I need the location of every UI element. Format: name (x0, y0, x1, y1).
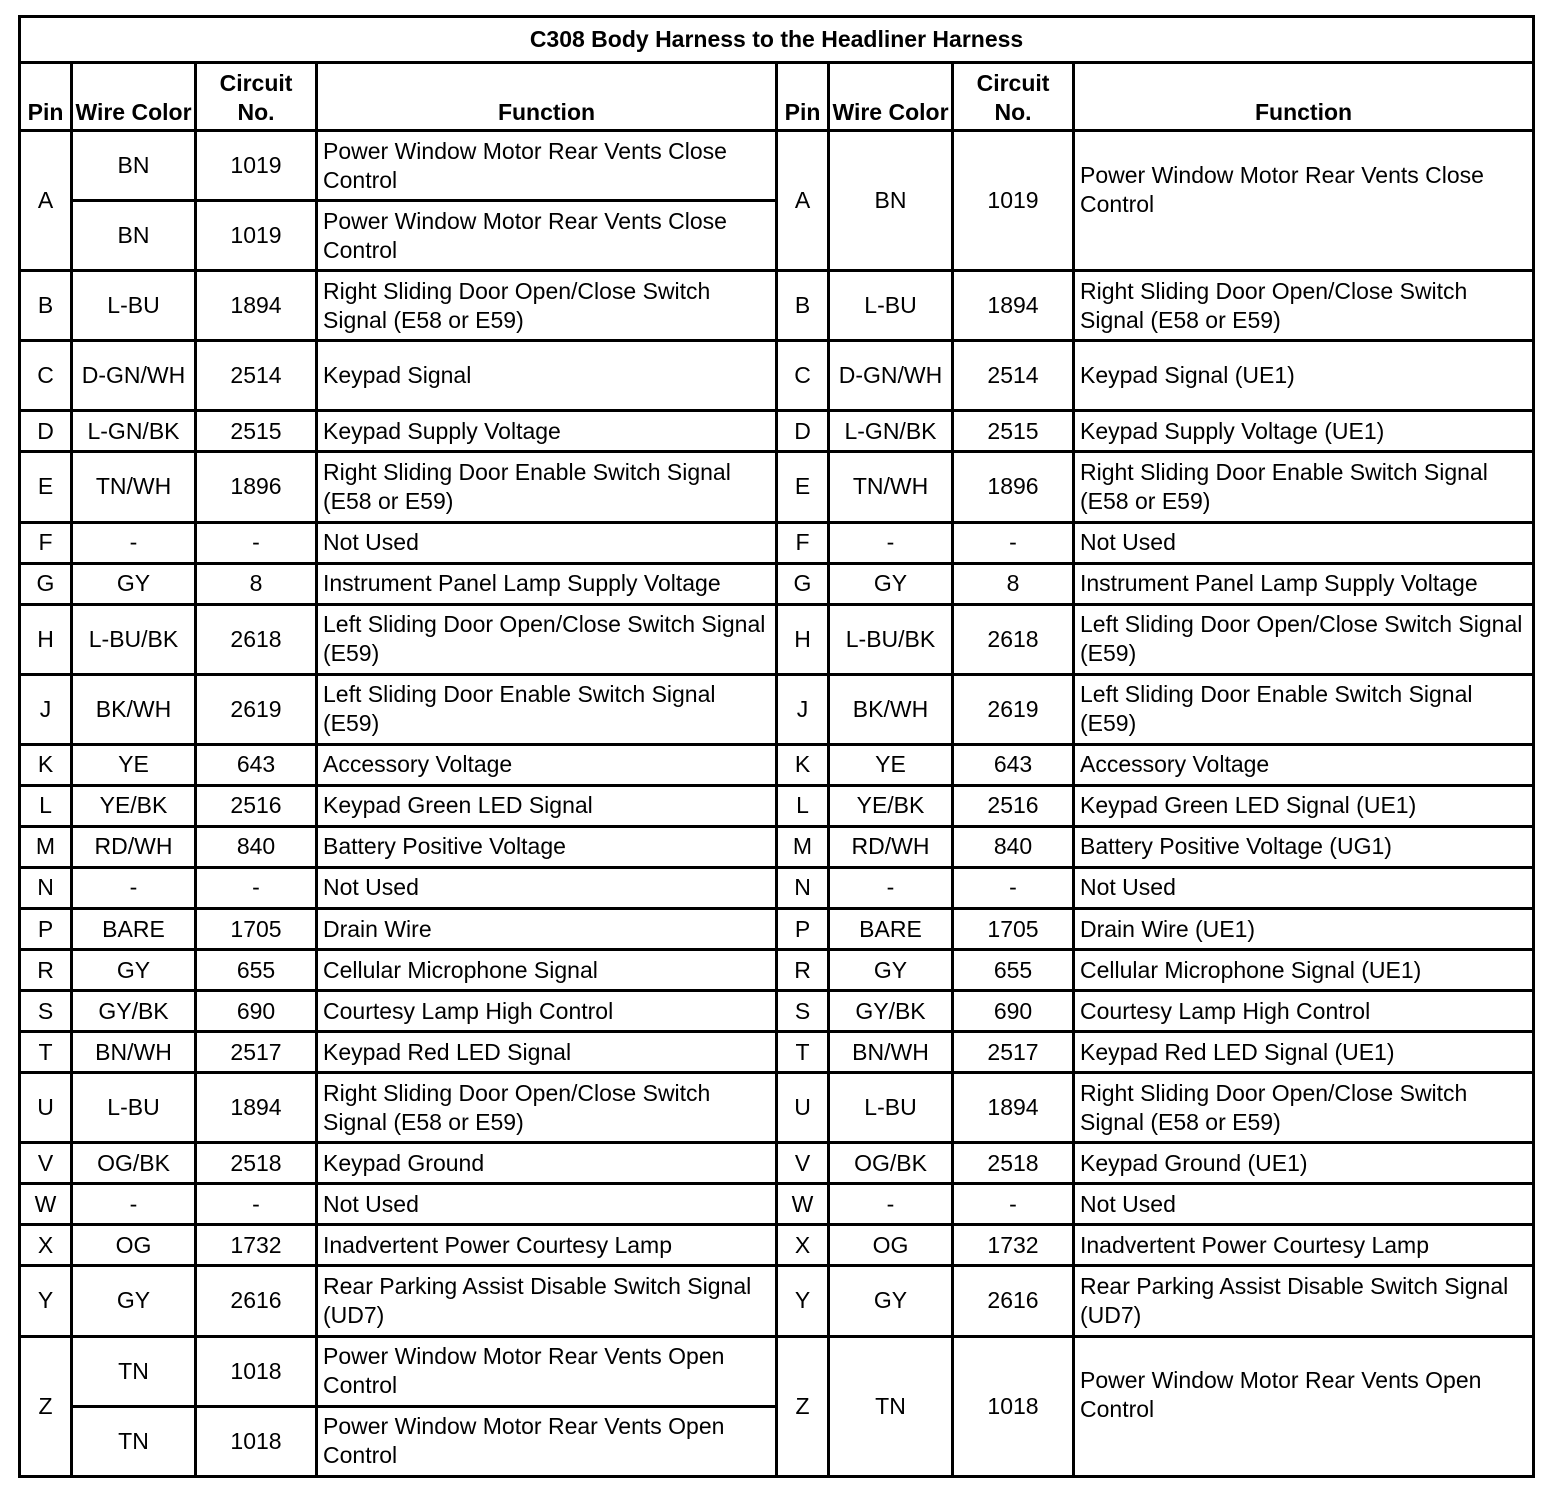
table-row (20, 867, 1534, 908)
pin-cell: C (777, 341, 829, 411)
table-row (20, 1225, 1534, 1266)
pin-cell: Z (20, 1336, 72, 1477)
function-cell: Not Used (317, 867, 777, 908)
function-cell: Drain Wire (317, 908, 777, 949)
pin-cell: L (777, 785, 829, 826)
function-cell: Keypad Red LED Signal (UE1) (1074, 1032, 1534, 1073)
wire-color-cell: GY (72, 1266, 196, 1336)
function-cell: Right Sliding Door Open/Close Switch Signal (E58 or E59) (317, 271, 777, 341)
table-row (20, 563, 1534, 604)
function-cell: Cellular Microphone Signal (UE1) (1074, 950, 1534, 991)
table-row (20, 131, 1534, 201)
wire-color-cell: - (829, 1184, 953, 1225)
pin-cell: H (20, 604, 72, 674)
circuit-cell: 2518 (196, 1143, 317, 1184)
pin-cell: N (20, 867, 72, 908)
wire-color-cell: OG (829, 1225, 953, 1266)
wire-color-cell: GY (72, 563, 196, 604)
pin-cell: R (20, 950, 72, 991)
circuit-cell: - (196, 867, 317, 908)
circuit-cell: 1018 (953, 1336, 1074, 1477)
circuit-cell: 1894 (953, 1073, 1074, 1143)
wire-color-cell: BARE (72, 908, 196, 949)
wire-color-cell: YE (72, 744, 196, 785)
wire-color-cell: D-GN/WH (72, 341, 196, 411)
function-cell: Keypad Green LED Signal (317, 785, 777, 826)
pin-cell: E (777, 452, 829, 522)
wire-color-cell: YE/BK (829, 785, 953, 826)
function-cell: Right Sliding Door Enable Switch Signal (E58 or E59) (1074, 452, 1534, 522)
connector-table (18, 15, 1535, 1478)
function-cell: Inadvertent Power Courtesy Lamp (317, 1225, 777, 1266)
wire-color-cell: L-BU (829, 271, 953, 341)
function-cell: Rear Parking Assist Disable Switch Signal (UD7) (317, 1266, 777, 1336)
circuit-cell: 2514 (953, 341, 1074, 411)
circuit-header: Circuit No. (196, 63, 317, 131)
wire-color-header: Wire Color (829, 63, 953, 131)
function-cell: Power Window Motor Rear Vents Close Control (317, 131, 777, 201)
function-cell: Battery Positive Voltage (317, 826, 777, 867)
pin-cell: U (20, 1073, 72, 1143)
circuit-cell: 2515 (196, 411, 317, 452)
table-row (20, 604, 1534, 674)
pin-cell: M (20, 826, 72, 867)
function-cell: Courtesy Lamp High Control (1074, 991, 1534, 1032)
circuit-cell: 1705 (953, 908, 1074, 949)
table-row (20, 1336, 1534, 1406)
function-cell: Power Window Motor Rear Vents Close Control (317, 201, 777, 271)
function-cell: Left Sliding Door Open/Close Switch Signal (E59) (1074, 604, 1534, 674)
pin-cell: Y (777, 1266, 829, 1336)
pin-cell: K (777, 744, 829, 785)
wire-color-cell: BARE (829, 908, 953, 949)
pin-cell: S (20, 991, 72, 1032)
circuit-cell: 2514 (196, 341, 317, 411)
circuit-cell: 1019 (953, 131, 1074, 271)
table-row (20, 1143, 1534, 1184)
function-header: Function (317, 63, 777, 131)
function-cell: Left Sliding Door Enable Switch Signal (E59) (317, 674, 777, 744)
wire-color-cell: BN/WH (829, 1032, 953, 1073)
wire-color-cell: L-BU (829, 1073, 953, 1143)
table-row (20, 991, 1534, 1032)
pin-cell: F (777, 522, 829, 563)
table-row (20, 341, 1534, 411)
pin-cell: U (777, 1073, 829, 1143)
circuit-cell: 655 (196, 950, 317, 991)
wire-color-cell: - (72, 867, 196, 908)
wire-color-cell: L-GN/BK (72, 411, 196, 452)
wire-color-cell: YE/BK (72, 785, 196, 826)
circuit-cell: 1018 (196, 1406, 317, 1476)
pin-header: Pin (20, 63, 72, 131)
function-cell: Keypad Ground (317, 1143, 777, 1184)
function-cell: Keypad Ground (UE1) (1074, 1143, 1534, 1184)
circuit-cell: 2516 (196, 785, 317, 826)
circuit-header: Circuit No. (953, 63, 1074, 131)
wire-color-cell: L-BU (72, 1073, 196, 1143)
pin-cell: Y (20, 1266, 72, 1336)
wire-color-header: Wire Color (72, 63, 196, 131)
pin-cell: J (20, 674, 72, 744)
wire-color-cell: RD/WH (72, 826, 196, 867)
wire-color-cell: BK/WH (829, 674, 953, 744)
function-cell: Right Sliding Door Open/Close Switch Signal (E58 or E59) (1074, 1073, 1534, 1143)
circuit-cell: 643 (196, 744, 317, 785)
table-body (20, 131, 1534, 1477)
table-title: C308 Body Harness to the Headliner Harness (20, 17, 1534, 63)
wire-color-cell: - (829, 522, 953, 563)
function-cell: Not Used (1074, 522, 1534, 563)
circuit-cell: 2517 (196, 1032, 317, 1073)
function-cell: Right Sliding Door Open/Close Switch Signal (E58 or E59) (317, 1073, 777, 1143)
wire-color-cell: BN (72, 131, 196, 201)
pin-cell: L (20, 785, 72, 826)
pin-cell: Z (777, 1336, 829, 1477)
circuit-cell: 2515 (953, 411, 1074, 452)
wire-color-cell: OG (72, 1225, 196, 1266)
pin-cell: V (20, 1143, 72, 1184)
table-row (20, 908, 1534, 949)
circuit-cell: 655 (953, 950, 1074, 991)
pin-cell: G (777, 563, 829, 604)
wire-color-cell: BN/WH (72, 1032, 196, 1073)
pin-cell: V (777, 1143, 829, 1184)
wire-color-cell: BK/WH (72, 674, 196, 744)
wire-color-cell: L-BU/BK (72, 604, 196, 674)
table-row (20, 271, 1534, 341)
function-cell: Left Sliding Door Open/Close Switch Signal (E59) (317, 604, 777, 674)
table-row (20, 1184, 1534, 1225)
table-row (20, 950, 1534, 991)
wire-color-cell: GY (72, 950, 196, 991)
table-row (20, 452, 1534, 522)
circuit-cell: - (953, 1184, 1074, 1225)
pin-cell: E (20, 452, 72, 522)
circuit-cell: 690 (953, 991, 1074, 1032)
wire-color-cell: TN/WH (72, 452, 196, 522)
wire-color-cell: L-BU (72, 271, 196, 341)
function-cell: Keypad Green LED Signal (UE1) (1074, 785, 1534, 826)
circuit-cell: 2618 (953, 604, 1074, 674)
function-cell: Keypad Signal (UE1) (1074, 341, 1534, 411)
pin-cell: X (20, 1225, 72, 1266)
wire-color-cell: TN (72, 1406, 196, 1476)
wire-color-cell: D-GN/WH (829, 341, 953, 411)
function-cell: Keypad Supply Voltage (UE1) (1074, 411, 1534, 452)
pin-cell: T (20, 1032, 72, 1073)
wire-color-cell: - (72, 1184, 196, 1225)
circuit-cell: 1732 (953, 1225, 1074, 1266)
function-cell: Keypad Supply Voltage (317, 411, 777, 452)
table-row (20, 674, 1534, 744)
wire-color-cell: RD/WH (829, 826, 953, 867)
function-cell: Power Window Motor Rear Vents Open Control (317, 1406, 777, 1476)
function-cell: Accessory Voltage (317, 744, 777, 785)
circuit-cell: - (196, 1184, 317, 1225)
circuit-cell: 2619 (196, 674, 317, 744)
wire-color-cell: GY/BK (829, 991, 953, 1032)
circuit-cell: 2616 (953, 1266, 1074, 1336)
table-row (20, 1073, 1534, 1143)
circuit-cell: 1019 (196, 131, 317, 201)
pin-cell: H (777, 604, 829, 674)
wire-color-cell: GY (829, 1266, 953, 1336)
wire-color-cell: TN (72, 1336, 196, 1406)
wire-color-cell: L-BU/BK (829, 604, 953, 674)
wire-color-cell: OG/BK (829, 1143, 953, 1184)
function-cell: Not Used (1074, 867, 1534, 908)
table-row (20, 826, 1534, 867)
circuit-cell: - (953, 522, 1074, 563)
function-cell: Power Window Motor Rear Vents Close Control (1074, 131, 1534, 271)
wire-color-cell: - (829, 867, 953, 908)
pin-header: Pin (777, 63, 829, 131)
pin-cell: N (777, 867, 829, 908)
wire-color-cell: YE (829, 744, 953, 785)
function-cell: Right Sliding Door Open/Close Switch Signal (E58 or E59) (1074, 271, 1534, 341)
circuit-cell: 2618 (196, 604, 317, 674)
pin-cell: W (20, 1184, 72, 1225)
pin-cell: B (20, 271, 72, 341)
pin-cell: X (777, 1225, 829, 1266)
pin-cell: A (777, 131, 829, 271)
pin-cell: W (777, 1184, 829, 1225)
table-row (20, 1032, 1534, 1073)
wire-color-cell: TN/WH (829, 452, 953, 522)
function-cell: Not Used (317, 1184, 777, 1225)
circuit-cell: 2517 (953, 1032, 1074, 1073)
circuit-cell: 840 (953, 826, 1074, 867)
pin-cell: B (777, 271, 829, 341)
wire-color-cell: BN (72, 201, 196, 271)
function-cell: Courtesy Lamp High Control (317, 991, 777, 1032)
function-cell: Keypad Signal (317, 341, 777, 411)
circuit-cell: - (953, 867, 1074, 908)
function-cell: Keypad Red LED Signal (317, 1032, 777, 1073)
wire-color-cell: TN (829, 1336, 953, 1477)
circuit-cell: 8 (953, 563, 1074, 604)
function-cell: Drain Wire (UE1) (1074, 908, 1534, 949)
pin-cell: D (20, 411, 72, 452)
function-cell: Not Used (317, 522, 777, 563)
wire-color-cell: GY/BK (72, 991, 196, 1032)
circuit-cell: 1732 (196, 1225, 317, 1266)
circuit-cell: 1896 (953, 452, 1074, 522)
circuit-cell: 643 (953, 744, 1074, 785)
circuit-cell: 2616 (196, 1266, 317, 1336)
function-cell: Left Sliding Door Enable Switch Signal (E59) (1074, 674, 1534, 744)
circuit-cell: 690 (196, 991, 317, 1032)
function-cell: Right Sliding Door Enable Switch Signal (E58 or E59) (317, 452, 777, 522)
function-cell: Cellular Microphone Signal (317, 950, 777, 991)
pin-cell: F (20, 522, 72, 563)
function-header: Function (1074, 63, 1534, 131)
function-cell: Battery Positive Voltage (UG1) (1074, 826, 1534, 867)
wire-color-cell: L-GN/BK (829, 411, 953, 452)
circuit-cell: 1894 (196, 1073, 317, 1143)
pin-cell: S (777, 991, 829, 1032)
function-cell: Power Window Motor Rear Vents Open Control (1074, 1336, 1534, 1477)
table-row (20, 785, 1534, 826)
pin-cell: A (20, 131, 72, 271)
function-cell: Accessory Voltage (1074, 744, 1534, 785)
circuit-cell: 8 (196, 563, 317, 604)
pin-cell: D (777, 411, 829, 452)
circuit-cell: 1019 (196, 201, 317, 271)
wire-color-cell: OG/BK (72, 1143, 196, 1184)
wire-color-cell: BN (829, 131, 953, 271)
pin-cell: J (777, 674, 829, 744)
function-cell: Inadvertent Power Courtesy Lamp (1074, 1225, 1534, 1266)
circuit-cell: 1894 (953, 271, 1074, 341)
function-cell: Not Used (1074, 1184, 1534, 1225)
circuit-cell: 840 (196, 826, 317, 867)
circuit-cell: 1705 (196, 908, 317, 949)
table-row (20, 744, 1534, 785)
pin-cell: C (20, 341, 72, 411)
function-cell: Power Window Motor Rear Vents Open Control (317, 1336, 777, 1406)
circuit-cell: 2518 (953, 1143, 1074, 1184)
wire-color-cell: GY (829, 950, 953, 991)
table-row (20, 1266, 1534, 1336)
pin-cell: P (777, 908, 829, 949)
pin-cell: P (20, 908, 72, 949)
circuit-cell: 2516 (953, 785, 1074, 826)
pin-cell: R (777, 950, 829, 991)
pin-cell: G (20, 563, 72, 604)
circuit-cell: 1896 (196, 452, 317, 522)
wire-color-cell: - (72, 522, 196, 563)
circuit-cell: - (196, 522, 317, 563)
function-cell: Instrument Panel Lamp Supply Voltage (1074, 563, 1534, 604)
pin-cell: K (20, 744, 72, 785)
circuit-cell: 1018 (196, 1336, 317, 1406)
pin-cell: T (777, 1032, 829, 1073)
function-cell: Instrument Panel Lamp Supply Voltage (317, 563, 777, 604)
circuit-cell: 2619 (953, 674, 1074, 744)
circuit-cell: 1894 (196, 271, 317, 341)
table-row (20, 411, 1534, 452)
function-cell: Rear Parking Assist Disable Switch Signal (UD7) (1074, 1266, 1534, 1336)
table-row (20, 522, 1534, 563)
pin-cell: M (777, 826, 829, 867)
wire-color-cell: GY (829, 563, 953, 604)
